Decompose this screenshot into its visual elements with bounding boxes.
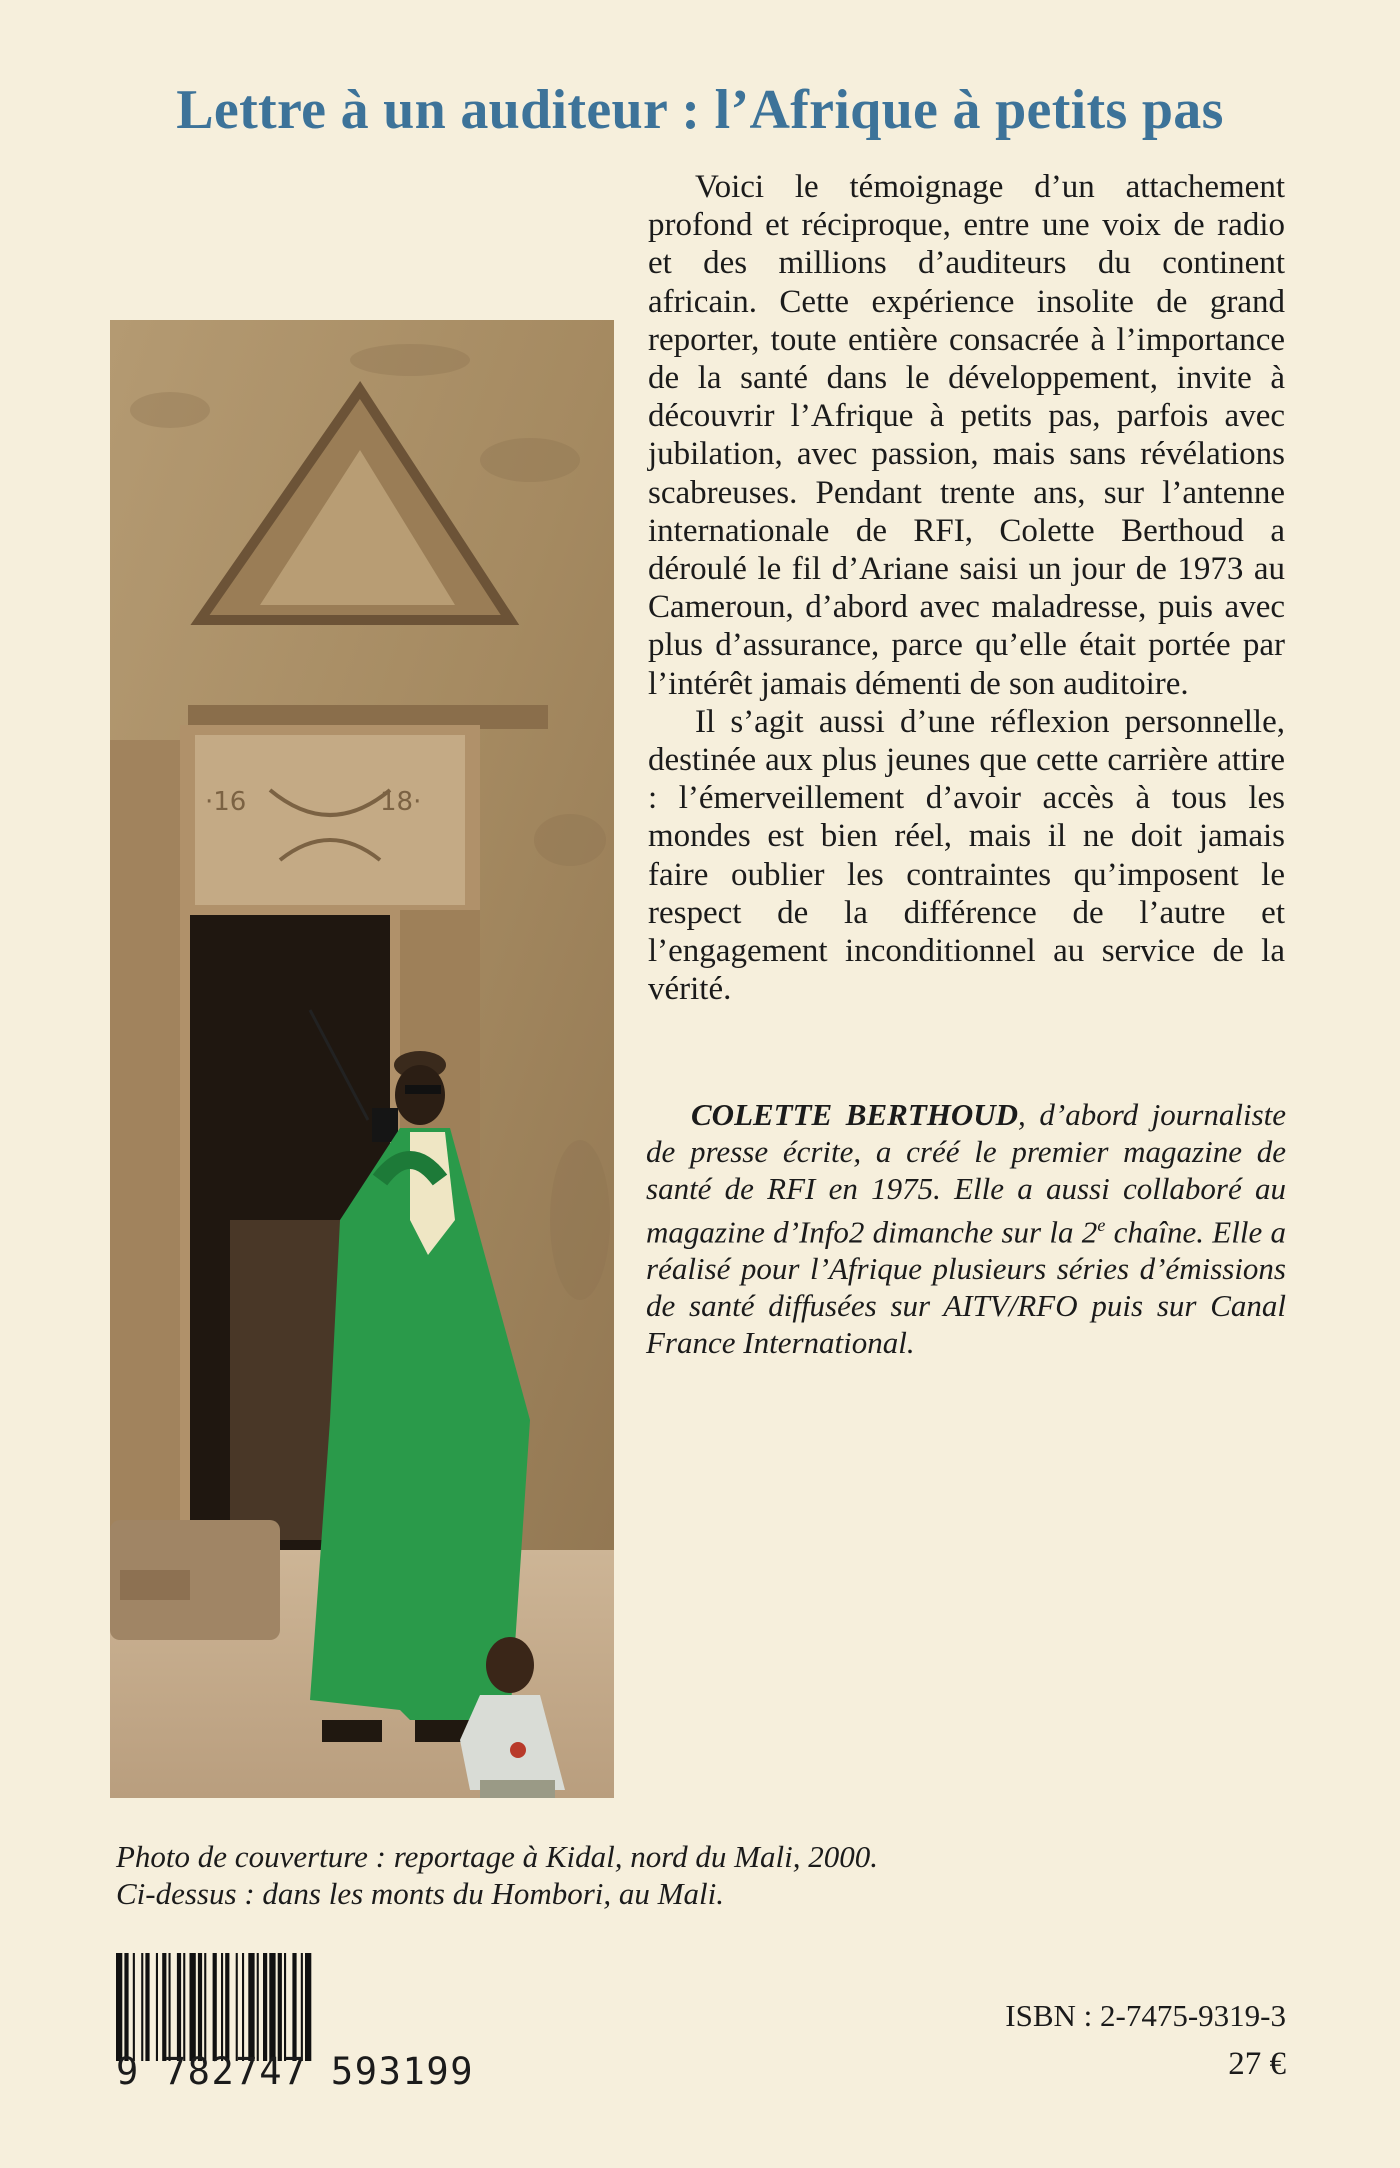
- paragraph-2: Il s’agit aussi d’une réflexion personnelle, destinée aux plus jeunes que cette carrière attire : l’émerveillement d’avoir accès à tous les mondes est bien réel, mais il ne doit jamais faire oublier les contraintes qu’imposent le respect de la différence de l’autre et l’engagement inconditionnel au service de la vérité.: [648, 703, 1285, 1008]
- price: 27 €: [1228, 2046, 1286, 2082]
- barcode-bar: [177, 1953, 181, 2061]
- barcode-digits: 9 782747 593199: [116, 2050, 475, 2093]
- barcode-bar: [124, 1953, 128, 2061]
- barcode-bar: [213, 1953, 217, 2061]
- barcode-bar: [248, 1953, 254, 2061]
- barcode-bar: [242, 1953, 244, 2061]
- barcode-bar: [156, 1953, 158, 2061]
- caption-cover: Photo de couverture : reportage à Kidal, nord du Mali, 2000.: [116, 1839, 878, 1874]
- barcode-bar: [284, 1953, 286, 2061]
- photo-captions: [116, 1838, 1016, 1912]
- barcode-bar: [236, 1953, 238, 2061]
- barcode-bar: [116, 1953, 122, 2061]
- barcode-bar: [145, 1953, 149, 2061]
- barcode-bar: [269, 1953, 275, 2061]
- barcode-bar: [257, 1953, 259, 2061]
- barcode-bar: [133, 1953, 135, 2061]
- author-name: COLETTE BERTHOUD: [691, 1097, 1019, 1132]
- barcode-bar: [162, 1953, 166, 2061]
- author-bio: [646, 1096, 1286, 1361]
- barcode-bar: [292, 1953, 296, 2061]
- barcode-bar: [278, 1953, 282, 2061]
- svg-text:·16: ·16: [205, 787, 247, 817]
- svg-text:18·: 18·: [380, 787, 422, 817]
- bio-superscript: e: [1097, 1215, 1106, 1235]
- door-plaque: [195, 735, 465, 905]
- isbn: ISBN : 2-7475-9319-3: [1005, 1998, 1286, 2033]
- cover-photo: [110, 320, 614, 1798]
- barcode-bar: [204, 1953, 206, 2061]
- barcode-bar: [198, 1953, 202, 2061]
- barcode-bar: [169, 1953, 171, 2061]
- barcode-bar: [141, 1953, 143, 2061]
- barcode-bar: [263, 1953, 267, 2061]
- bio-text-a: , d’abord journaliste de presse écrite, a créé le premier magazine de santé de RFI en 1975. Elle a aussi collaboré au magazine d’Info2 dimanche sur la 2: [646, 1097, 1287, 1250]
- caption-above: Ci-dessus : dans les monts du Hombori, au Mali.: [116, 1876, 724, 1911]
- barcode-bar: [183, 1953, 185, 2061]
- bio-text-b: chaîne. Elle a réalisé pour l’Afrique plusieurs séries d’émissions de santé diffusées sur AITV/RFO puis sur Canal France International.: [646, 1214, 1286, 1361]
- paragraph-1: Voici le témoignage d’un attachement profond et réciproque, entre une voix de radio et des millions d’auditeurs du continent africain. Cette expérience insolite de grand reporter, toute entière consacrée à l’importance de la santé dans le développement, invite à découvrir l’Afrique à petits pas, parfois avec jubilation, avec passion, mais sans révélations scabreuses. Pendant trente ans, sur l’antenne internationale de RFI, Colette Berthoud a déroulé le fil d’Ariane saisi un jour de 1973 au Cameroun, d’abord avec maladresse, puis avec plus d’assurance, parce qu’elle était portée par l’intérêt jamais démenti de son auditoire.: [648, 169, 1285, 702]
- barcode-bar: [190, 1953, 196, 2061]
- book-title: Lettre à un auditeur : l’Afrique à petits pas: [176, 79, 1224, 141]
- barcode-bar: [221, 1953, 223, 2061]
- barcode-bar: [305, 1953, 311, 2061]
- barcode-bar: [225, 1953, 229, 2061]
- barcode-bar: [301, 1953, 303, 2061]
